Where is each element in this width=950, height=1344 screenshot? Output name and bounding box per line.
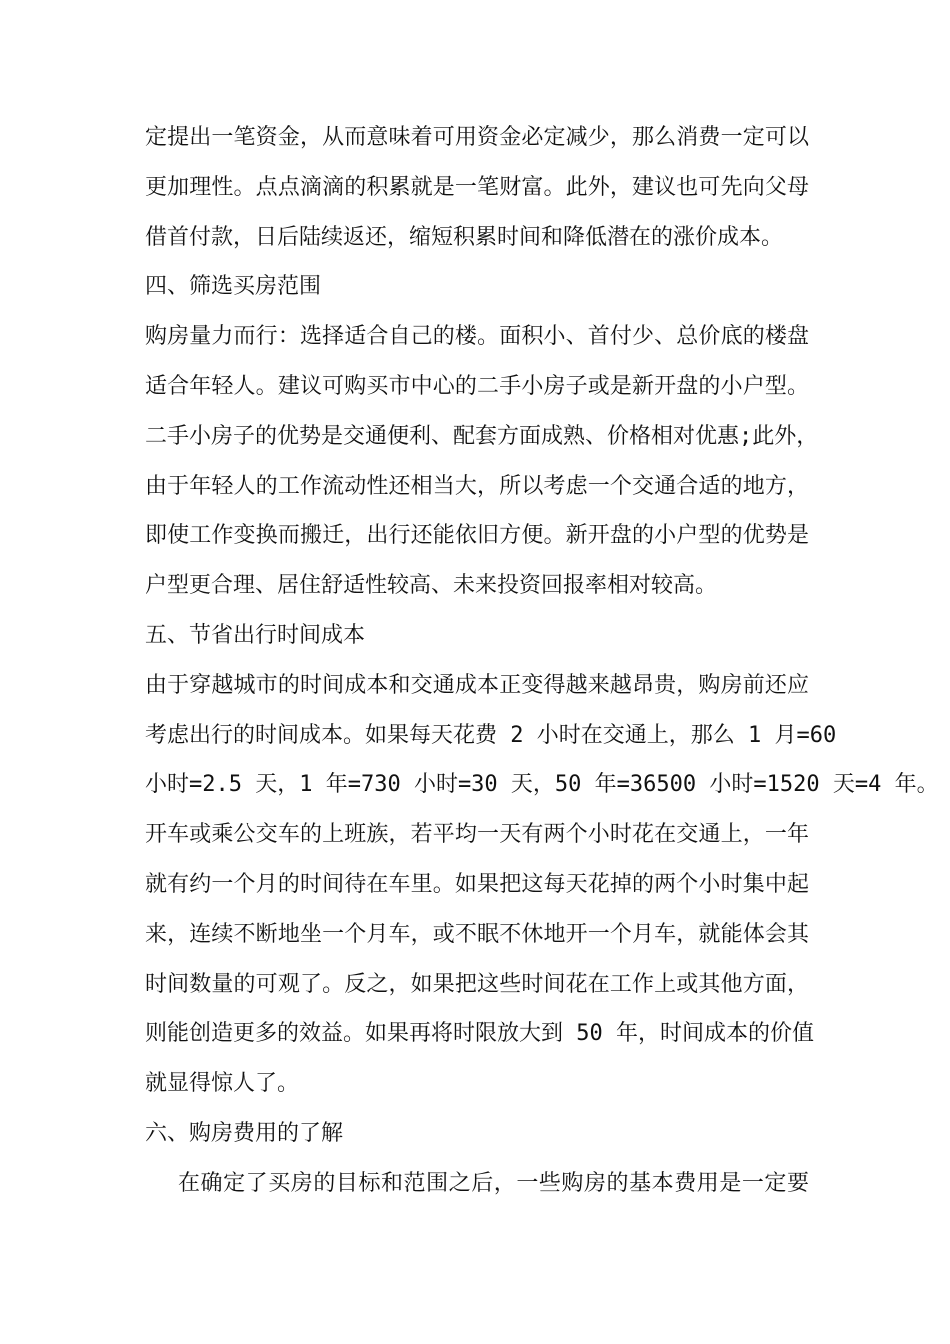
document-body <box>145 113 939 1209</box>
paragraph-line: 适合年轻人。建议可购买市中心的二手小房子或是新开盘的小户型。 <box>145 373 809 399</box>
paragraph-line: 定提出一笔资金，从而意味着可用资金必定减少，那么消费一定可以 <box>145 125 809 150</box>
paragraph-line: 就有约一个月的时间待在车里。如果把这每天花掉的两个小时集中起 <box>145 871 809 897</box>
paragraph-line: 开车或乘公交车的上班族，若平均一天有两个小时花在交通上，一年 <box>145 822 809 848</box>
paragraph-line: 二手小房子的优势是交通便利、配套方面成熟、价格相对优惠;此外， <box>145 423 819 449</box>
paragraph-line: 由于年轻人的工作流动性还相当大，所以考虑一个交通合适的地方， <box>145 473 809 499</box>
paragraph-line: 则能创造更多的效益。如果再将时限放大到 50 年，时间成本的价值 <box>145 1021 814 1047</box>
paragraph-line: 即使工作变换而搬迁，出行还能依旧方便。新开盘的小户型的优势是 <box>145 523 809 549</box>
paragraph-line: 由于穿越城市的时间成本和交通成本正变得越来越昂贵，购房前还应 <box>145 672 809 698</box>
paragraph-line: 在确定了买房的目标和范围之后，一些购房的基本费用是一定要 <box>178 1170 809 1196</box>
paragraph-line: 户型更合理、居住舒适性较高、未来投资回报率相对较高。 <box>145 573 718 599</box>
paragraph-line: 考虑出行的时间成本。如果每天花费 2 小时在交通上，那么 1 月=60 <box>145 722 837 748</box>
section-heading-6: 六、购房费用的了解 <box>145 1120 344 1146</box>
paragraph-line: 小时=2.5 天，1 年=730 小时=30 天，50 年=36500 小时=1520 天=4 年。 <box>145 772 939 798</box>
paragraph-line: 就显得惊人了。 <box>145 1071 300 1097</box>
paragraph-line: 更加理性。点点滴滴的积累就是一笔财富。此外，建议也可先向父母 <box>145 174 809 200</box>
paragraph-line: 来，连续不断地坐一个月车，或不眠不休地开一个月车，就能体会其 <box>145 921 809 947</box>
section-heading-5: 五、节省出行时间成本 <box>145 622 366 648</box>
paragraph-line: 借首付款，日后陆续返还，缩短积累时间和降低潜在的涨价成本。 <box>145 224 784 250</box>
paragraph-line: 时间数量的可观了。反之，如果把这些时间花在工作上或其他方面， <box>145 971 809 997</box>
paragraph-line: 购房量力而行：选择适合自己的楼。面积小、首付少、总价底的楼盘 <box>145 324 809 350</box>
section-heading-4: 四、筛选买房范围 <box>145 274 322 300</box>
